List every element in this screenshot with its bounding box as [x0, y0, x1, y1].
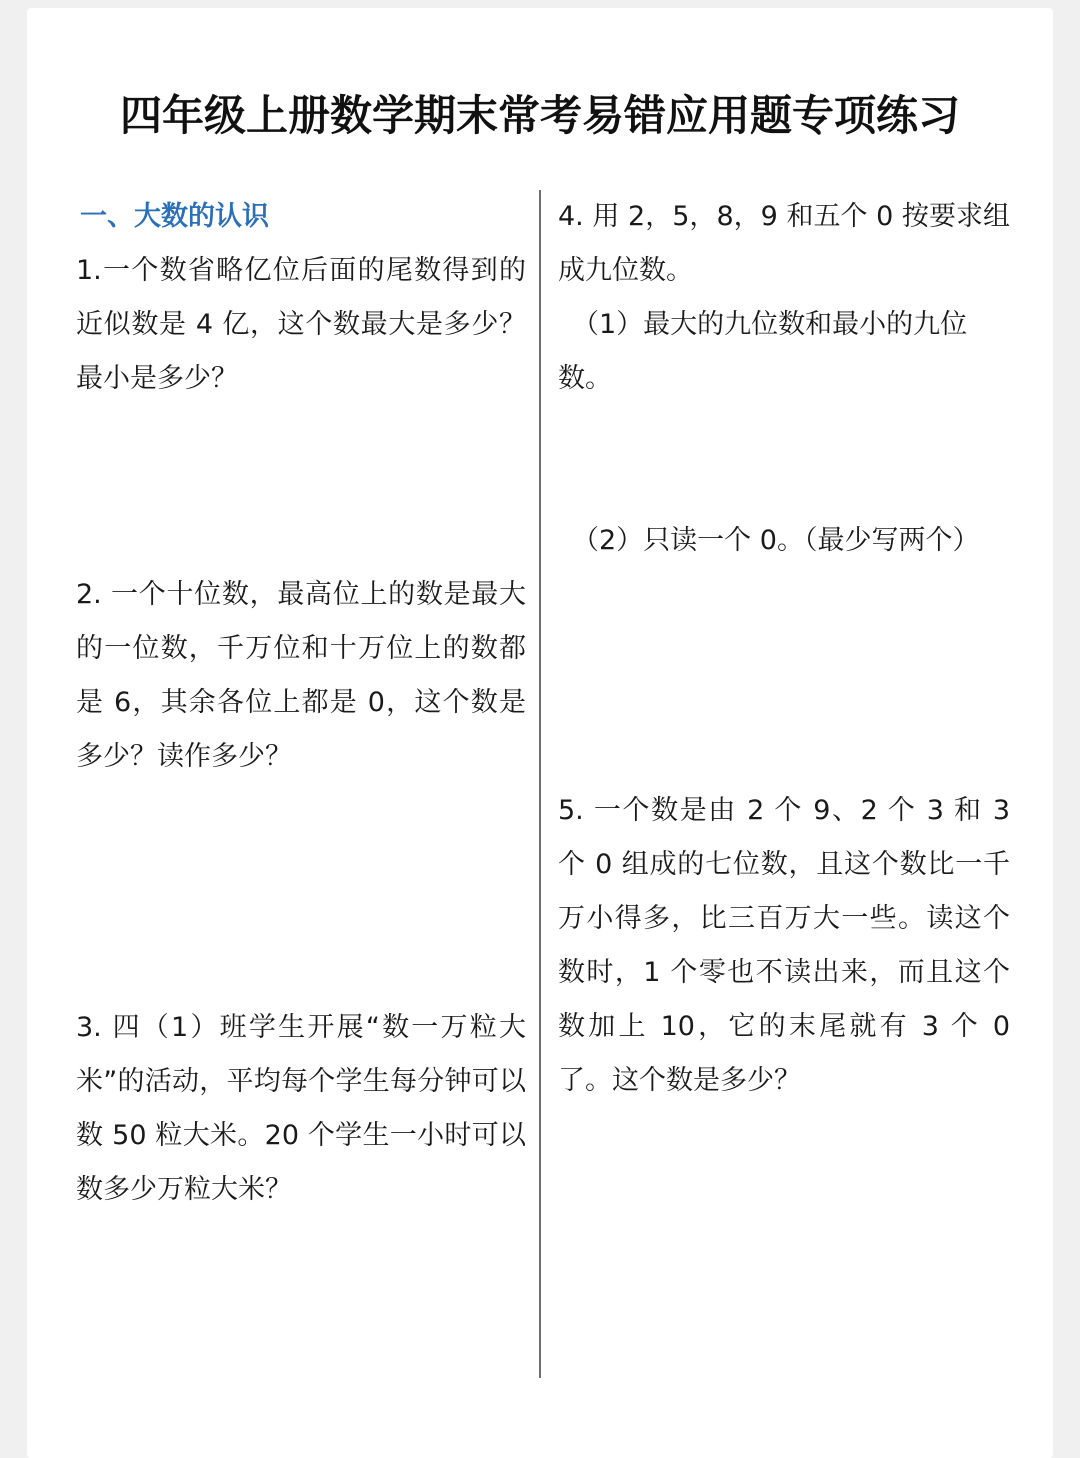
- section-heading: 一、大数的认识: [80, 201, 269, 232]
- question-5: 5. 一个数是由 2 个 9、2 个 3 和 3 个 0 组成的七位数，且这个数比一千万小得多，比三百万大一些。读这个数时，1 个零也不读出来，而且这个数加上 10，它的末尾就有 3 个 0 了。这个数是多少？: [558, 795, 1010, 1096]
- column-divider: [539, 190, 541, 1378]
- question-3: 3. 四（1）班学生开展“数一万粒大米”的活动，平均每个学生每分钟可以数 50 粒大米。20 个学生一小时可以数多少万粒大米？: [76, 1012, 526, 1205]
- question-4: 4. 用 2，5，8，9 和五个 0 按要求组成九位数。: [558, 201, 1010, 286]
- worksheet-title: 四年级上册数学期末常考易错应用题专项练习: [119, 91, 960, 140]
- question-4-part-1: （1）最大的九位数和最小的九位数。: [558, 309, 968, 394]
- question-1: 1.一个数省略亿位后面的尾数得到的近似数是 4 亿，这个数最大是多少？最小是多少？: [76, 255, 526, 394]
- question-4-part-2: （2）只读一个 0。（最少写两个）: [572, 525, 980, 556]
- question-2: 2. 一个十位数，最高位上的数是最大的一位数，千万位和十万位上的数都是 6，其余各位上都是 0，这个数是多少？读作多少？: [76, 579, 526, 772]
